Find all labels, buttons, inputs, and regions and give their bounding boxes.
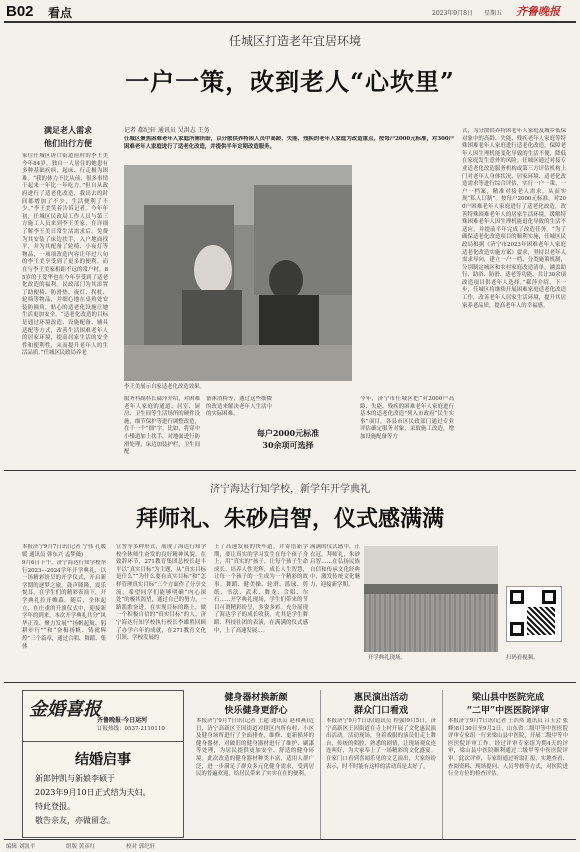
story2-headline: 拜师礼、朱砂启智，仪式感满满 [135,506,444,532]
section-name: 看点 [48,6,73,20]
footer-editor: 编辑 刘凯平 [6,844,36,850]
wedding-notice-box [22,690,184,838]
footer-layout: 组版 黄彦红 [66,844,96,850]
wedding-line-1: 新郎钟凯与新娘李硕于 [35,774,115,783]
brief2-headline-1: 惠民演出活动 [353,693,408,703]
section-divider [4,470,576,471]
brief3-headline-1: 梁山县中医院完成 [471,693,544,703]
brief3-body: 本报济宁9月7日讯(记者 王浩然 通讯员 吕玉会 张峰)8月30日至9月2日，山东省二级甲等中医医院评审专家组一行来梁山县中医院，开展二级甲等中医医院评审工作。经过评审专家组为期4天的评审，梁山县中医院顺利通过二级甲等中医医院评审。此次评审，专家组通过听取汇报、实地查看、查阅资料、现场提问、人员考核等方式，对医院进行全方位的检查评估。 [448,718,568,778]
brief3-headline-2: “二甲”中医医院评审 [466,706,550,716]
story1-column-3: 备沐浴椅等，通过这些细微的改造来解决老年人生活中的实际困难。 [206,396,272,418]
story1-photo-caption: 李王美展示自家适老化改造效果。 [124,384,205,390]
pull-quote-2: 30余项可选择 [262,440,314,450]
notice-phone: 订报热线：0537-2110110 [97,726,165,732]
wedding-line-4: 敬告亲友，亦做留念。 [35,816,115,825]
story1-column-2: 服务科副科长郗萍介绍，对困难老年人家庭的通道、居室、厨房、卫生间等生活场所的硬件设施，细节保护等进行调整改造，在干一个“细”字，比如，将穿中小楼道加上扶手，对地面进行防滑处理，床边加装护栏，卫生间配 [124,396,200,456]
story2-column-2: 宣誓等多种形式，展现了海达行知学校全体师生奋发的良好精神风貌。在致辞环节，271教育集团总校长赵丰平以“真实目标”为主题，从“真实目标是什么”“为什么要有真实目标”和“怎样管理真实目标”三个方面作了分享交流，希望同学们能够明确“内心深处”的极其渴望，通过自己的努力，一路凯歌奋进，在实现目标的路上，做一个积极自信的“真实目标”的人。济宁海达行知学校执行校长李雄胜回顾了办学六年的成就，在271教育文化引领、学校发展的 [116,544,206,642]
masthead [0,0,580,22]
qr-caption: 扫码看视频。 [506,655,539,661]
story1-subhead-1: 满足老人需求 [44,125,92,135]
story2-kicker: 济宁海达行知学校，新学年开学典礼 [210,484,370,495]
issue-date: 2023年9月8日 [432,10,473,17]
brief-divider-1 [320,690,321,840]
newspaper-brand: 齐鲁晚报 [516,5,560,18]
wedding-line-2: 2023年9月10日正式结为夫妇。 [35,788,151,797]
brief1-headline-2: 快乐健身更舒心 [224,706,288,716]
pull-quote-1: 每户2000元标准 [256,428,320,438]
footer-proofreader: 校对 郭纪轩 [126,844,156,850]
brief2-body: 本报济宁9月7日讯(通讯员 程强)9月5日，济宁高新区王因街道在寺上村开展了文化惠民演出活动。活动现场，身着戏服的演员们走上舞台，传统的唱腔、熟悉的剧情，让现场观众连连叫好，为大家奉上了一场精彩的文化盛宴。在家门口看到喜闻乐见的文艺演出，大家纷纷表示，时不时能有这样的活动真是太好了。 [326,718,436,770]
masthead-rule [4,21,576,23]
story2-byline: 本报济宁9月7日讯(记者 宁伟 孔媛媛 通讯员 韩东兴 孟梦薇) [22,544,106,558]
story1-kicker: 任城区打造老年宜居环境 [228,34,361,48]
notice-column-title: 金婚喜报 [29,699,101,720]
brief1-body: 本报济宁9月7日讯(记者 王超 通讯员 赵和燕)近日，济宁高新区王因街道对辖区内所有村、小区及健身场所进行了全面排查，维修、更新损坏的健身器材，对破旧的健身器材进行了维护、刷漆等处理，为居民提供更加安全、舒适的健身环境。此次改造的健身器材种类丰富，适用人群广泛，进一步满足了群众多元化健身需求，受到居民的普遍欢迎，给居民带来了实实在在的便利。 [196,718,314,778]
brief2-headline-2: 群众门口看戏 [353,706,408,716]
page-number: B02 [6,3,34,20]
story1-subhead-2: 他们出行方便 [44,138,92,148]
weekday: 星期五 [484,10,503,17]
brief1-headline-1: 健身器材换新颜 [224,693,288,703]
qr-code[interactable] [506,586,562,642]
story2-column-4: 满满的仪式感中，正衣冠，拜师礼，朱砂启智……在弘扬民族自信和传承文化经典中，激发传统文化魅力，迎接新学期。 [310,544,360,588]
brief-divider-2 [442,690,443,840]
story1-photo [124,165,352,381]
ceremony-photo-caption: 开学典礼现场。 [368,655,406,661]
story1-right-column: 式，为分散供养特困老年人家庭及城乡低保对象中的高龄、失能、残疾老年人家庭等特殊困难老年人家庭进行适老化改造，保障老年人因生理机能变化导致的生活不便，降低在家庭发生意外的风险。任城区通过对接专业适老化改造服务机构或第三方评估机构上门对老年人身体状况、居家环境、适老化改造需求等进行综合评估，实行一户一策、一户一档案，精准对接老人需求，从而实现“私人订制”。按每户2000元标准，对200户困难老年人家庭进行了适老化改造，改善特殊困难老年人的居家生活环境，缓解特殊困难老年人因生理机能退化导致的生活不适应，并提前半年完成了改造任务。“为了确保适老化改造项目的顺利实施，任城区民政局根据《济宁市2023年困难老年人家庭适老化改造实施方案》要求，坚持以老年人需求导向，建立一户一档、分类施策机制，分别制定城区和农村家庭改造清单，涵盖助行、助浴、防滑、适老等功能，共计30余项改造项目供老年人选择。”郗萍介绍。下一步，任城区将继续开展困难家庭适老化改造工作，改善老年人居家生活环境，提升其居家养老品质，提高老年人的幸福感。 [462,128,566,309]
ceremony-photo [364,546,498,652]
story1-byline: 记者 郗纪轩 通讯员 吴洪志 王务 [124,127,210,134]
story1-lead: 任城区聚焦困难老年人家庭所需所盼，以分散供养特困人员中高龄、失能、残疾的老年人家庭为改造重点，按每户2000元标准，对300户困难老年人家庭进行了适老化改造，并提供半年定期改造服务。 [124,136,454,150]
wedding-line-3: 特此登报。 [35,802,75,811]
notice-column-sub: 齐鲁晚报·今日运河 [97,717,148,724]
story1-headline: 一户一策，改到老人“心坎里” [125,67,455,96]
wedding-title: 结婚启事 [75,752,131,768]
story2-column-3: 上了高速发展的快车道，并寄语新学期，要让真实的学习发生在每个孩子身上，用“真实的”孩子，让每个孩子生命成长、培养人性光辉，成长人生智慧，让每一个孩子的一生成为一个精彩的故事。舞蹈、健美操、轮滑、篮球、剪纸、书法、武术、舞龙、合唱、尔石……开学典礼现场，学生们带来的节目可谓精彩纷呈，多姿多彩。充分展现了海达学子的成长收获，尤其是学生舞蹈、科技社团的表演，在满满的仪式感中，上了高速发展…。 [214,544,308,634]
story1-column-4: 今年，济宁市任城区把“对2000户高龄、失能、残疾的困难老年人家庭进行基本的适老化改造”列入市政府“民生实事”项目。各县市区民政部门通过专业评估确定服务对象，采取施工改造，增加设施配备等方 [360,396,454,440]
story1-column-1: 家住任城区唐口街道前村的李王美今年84岁，独自一人居住的她患有多种基础疾病，起床、行走极为困难。“我的体力不比从前，很多事情干起来一年比一年吃力。”但自从政府进行了适老化改造，我出去的时间都增加了不少，生活便利了不少。”李王美笑着告诉记者。今年年初，任城区民政局工作人员与第三方施工人员来到李王美家，在详细了解李王美日常生活需求后，免费为其安装了床边扶手，入户地面找平，并为其配备了轮椅、小夜灯等物品，一项项改造内容让年过八旬的李王美享受到了更多的便利。而在与李王美家相距不远的常户村，85岁的王爱华也在今年享受到了适老化改造的福利。民政部门为其添置了助便椅、防滑垫、夜灯、拐杖、轮椅等物品，并细心地在桌角处安装防撞角，贴心的适老化设施让她生活更加安全。“适老化改造的目标是通过环境改造、设施配备、辅具适配等方式，改善生活困难老年人的居家环境，提高居家生活的安全性和便利性，从而提升老年人的生活品质。”任城区民政局养老 [22,153,108,357]
bottom-divider [4,682,576,683]
footer-rule [4,839,576,840]
story2-column-1: 9月6日下午，济宁海达行知学校举行2023—2024学年开学典礼，以一场精彩纷呈的开学仪式，开启新学期的逐梦之旅。鼓声隆隆，震乐悦耳，在学生们的精彩表演下，开学典礼拉开帷幕。随后，全体起立，在庄重的升旗仪式中，迎接新学年的到来。本次开学典礼共分“风华正茂、聚力发展”“扬帆起航、躬耕步行”“和“奋楫扬帆、铸就辉煌”三个篇章，通过合唱、舞蹈、集体 [22,560,106,650]
